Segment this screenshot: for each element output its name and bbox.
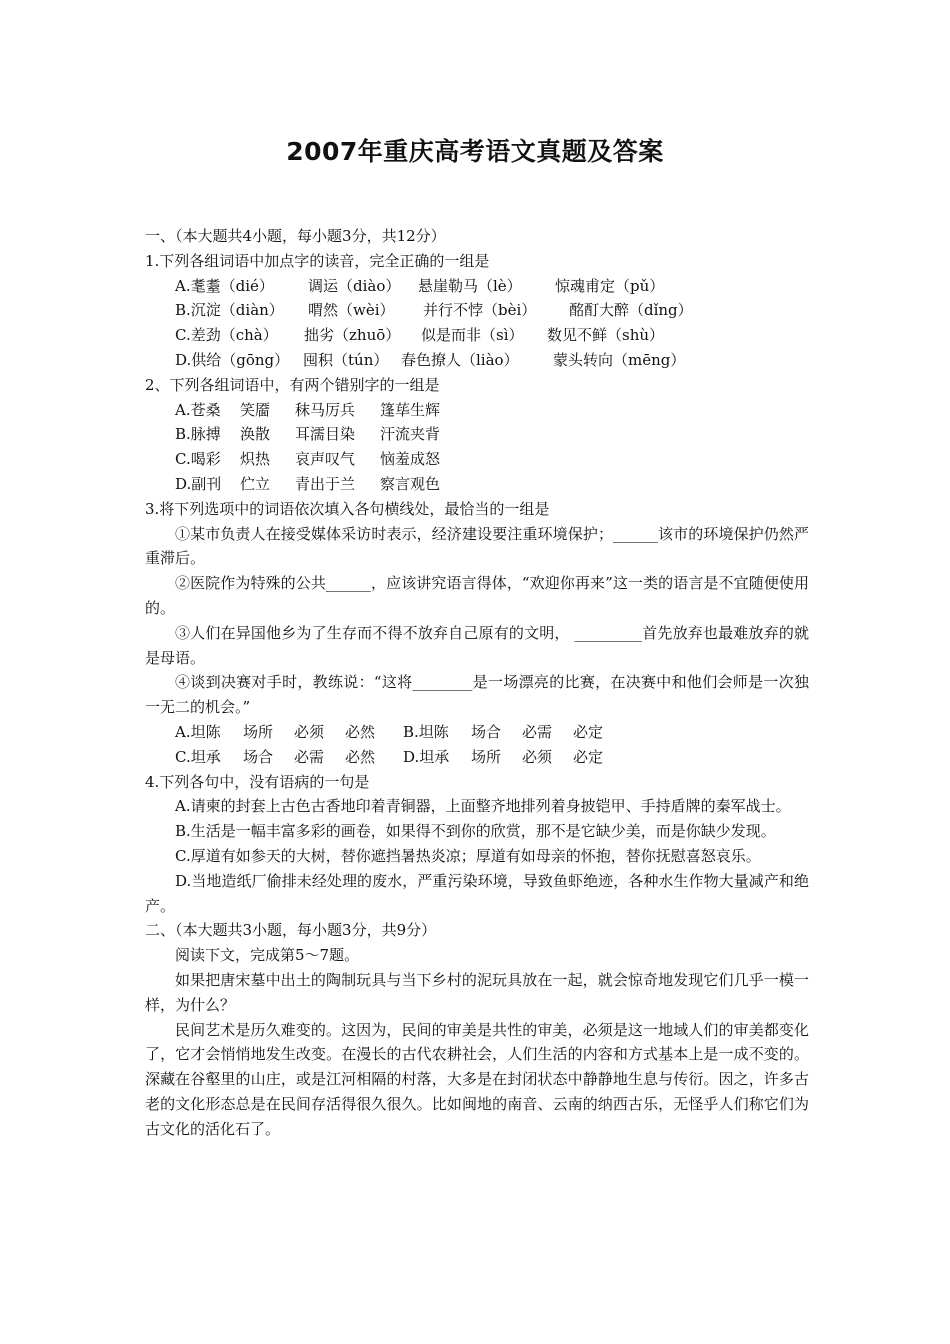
question-1-stem: 1.下列各组词语中加点字的读音，完全正确的一组是 <box>145 251 490 270</box>
question-4-stem: 4.下列各句中，没有语病的一句是 <box>145 772 370 791</box>
page-title: 2007年重庆高考语文真题及答案 <box>286 137 664 166</box>
question-4-option-c: C.厚道有如参天的大树，替你遮挡暑热炎凉；厚道有如母亲的怀抱，替你抚慰喜怒哀乐。 <box>175 846 761 865</box>
document-body <box>145 224 809 1141</box>
question-3-sentence-3: ③人们在异国他乡为了生存而不得不放弃自己原有的文明， _________首先放弃也最难放弃的就是母语。 <box>145 623 809 667</box>
question-4-option-a: A.请柬的封套上古色古香地印着青铜器，上面整齐地排列着身披铠甲、手持盾牌的秦军战士。 <box>175 797 791 816</box>
question-3-options-cd: C.坦承 场合 必需 必然 D.坦承 场所 必须 必定 <box>175 747 604 766</box>
question-2-option-d: D.副刊 伫立 青出于兰 察言观色 <box>175 474 441 493</box>
section-1-header: 一、（本大题共4小题，每小题3分，共12分） <box>145 227 446 245</box>
question-4-option-d: D.当地造纸厂偷排未经处理的废水，严重污染环境，导致鱼虾绝迹，各种水生作物大量减产和绝产。 <box>145 871 809 915</box>
question-3-sentence-4: ④谈到决赛对手时，教练说：“这将________是一场漂亮的比赛，在决赛中和他们会师是一次独一无二的机会。” <box>145 673 809 717</box>
question-3-sentence-1: ①某市负责人在接受媒体采访时表示，经济建设要注重环境保护；______该市的环境保护仍然严重滞后。 <box>145 524 809 568</box>
question-2-option-b: B.脉搏 涣散 耳濡目染 汗流夹背 <box>175 425 441 444</box>
question-3-sentence-2: ②医院作为特殊的公共______，应该讲究语言得体，“欢迎你再来”这一类的语言是不宜随便使用的。 <box>145 574 809 617</box>
section-2-header: 二、（本大题共3小题，每小题3分，共9分） <box>145 921 437 940</box>
question-1-option-a: A.耄耋（dié） 调运（diào） 悬崖勒马（lè） 惊魂甫定（pǔ） <box>175 276 665 295</box>
section-2-intro: 阅读下文，完成第5～7题。 <box>175 946 360 965</box>
question-2-stem: 2、下列各组词语中，有两个错别字的一组是 <box>145 375 440 394</box>
question-1-option-c: C.差劲（chà） 拙劣（zhuō） 似是而非（sì） 数见不鲜（shù） <box>175 326 665 345</box>
question-4-option-b: B.生活是一幅丰富多彩的画卷，如果得不到你的欣赏，那不是它缺少美，而是你缺少发现。 <box>175 822 776 841</box>
question-1-option-b: B.沉淀（diàn） 喟然（wèi） 并行不悖（bèi） 酩酊大醉（dǐng） <box>175 301 693 320</box>
question-3-options-ab: A.坦陈 场所 必须 必然 B.坦陈 场合 必需 必定 <box>175 722 604 741</box>
passage-paragraph-1: 如果把唐宋墓中出土的陶制玩具与当下乡村的泥玩具放在一起，就会惊奇地发现它们几乎一模一样，为什么？ <box>145 970 809 1014</box>
question-1-option-d: D.供给（gōng） 囤积（tún） 春色撩人（liào） 蒙头转向（mēng） <box>175 350 686 369</box>
question-3-stem: 3.将下列选项中的词语依次填入各句横线处，最恰当的一组是 <box>145 499 550 518</box>
question-2-option-c: C.喝彩 炽热 哀声叹气 恼羞成怒 <box>175 450 441 469</box>
question-2-option-a: A.苍桑 笑靥 秣马厉兵 篷荜生辉 <box>175 400 441 419</box>
passage-paragraph-2: 民间艺术是历久难变的。这因为，民间的审美是共性的审美，必须是这一地域人们的审美都变化了，它才会悄悄地发生改变。在漫长的古代农耕社会，人们生活的内容和方式基本上是一成不变的。深藏在谷壑里的山庄，或是江河相隔的村落，大多是在封闭状态中静静地生息与传衍。因之，许多古老的文化形态总是在民间存活得很久很久。比如闽地的南音、云南的纳西古乐，无怪乎人们称它们为古文化的活化石了。 <box>145 1020 809 1138</box>
